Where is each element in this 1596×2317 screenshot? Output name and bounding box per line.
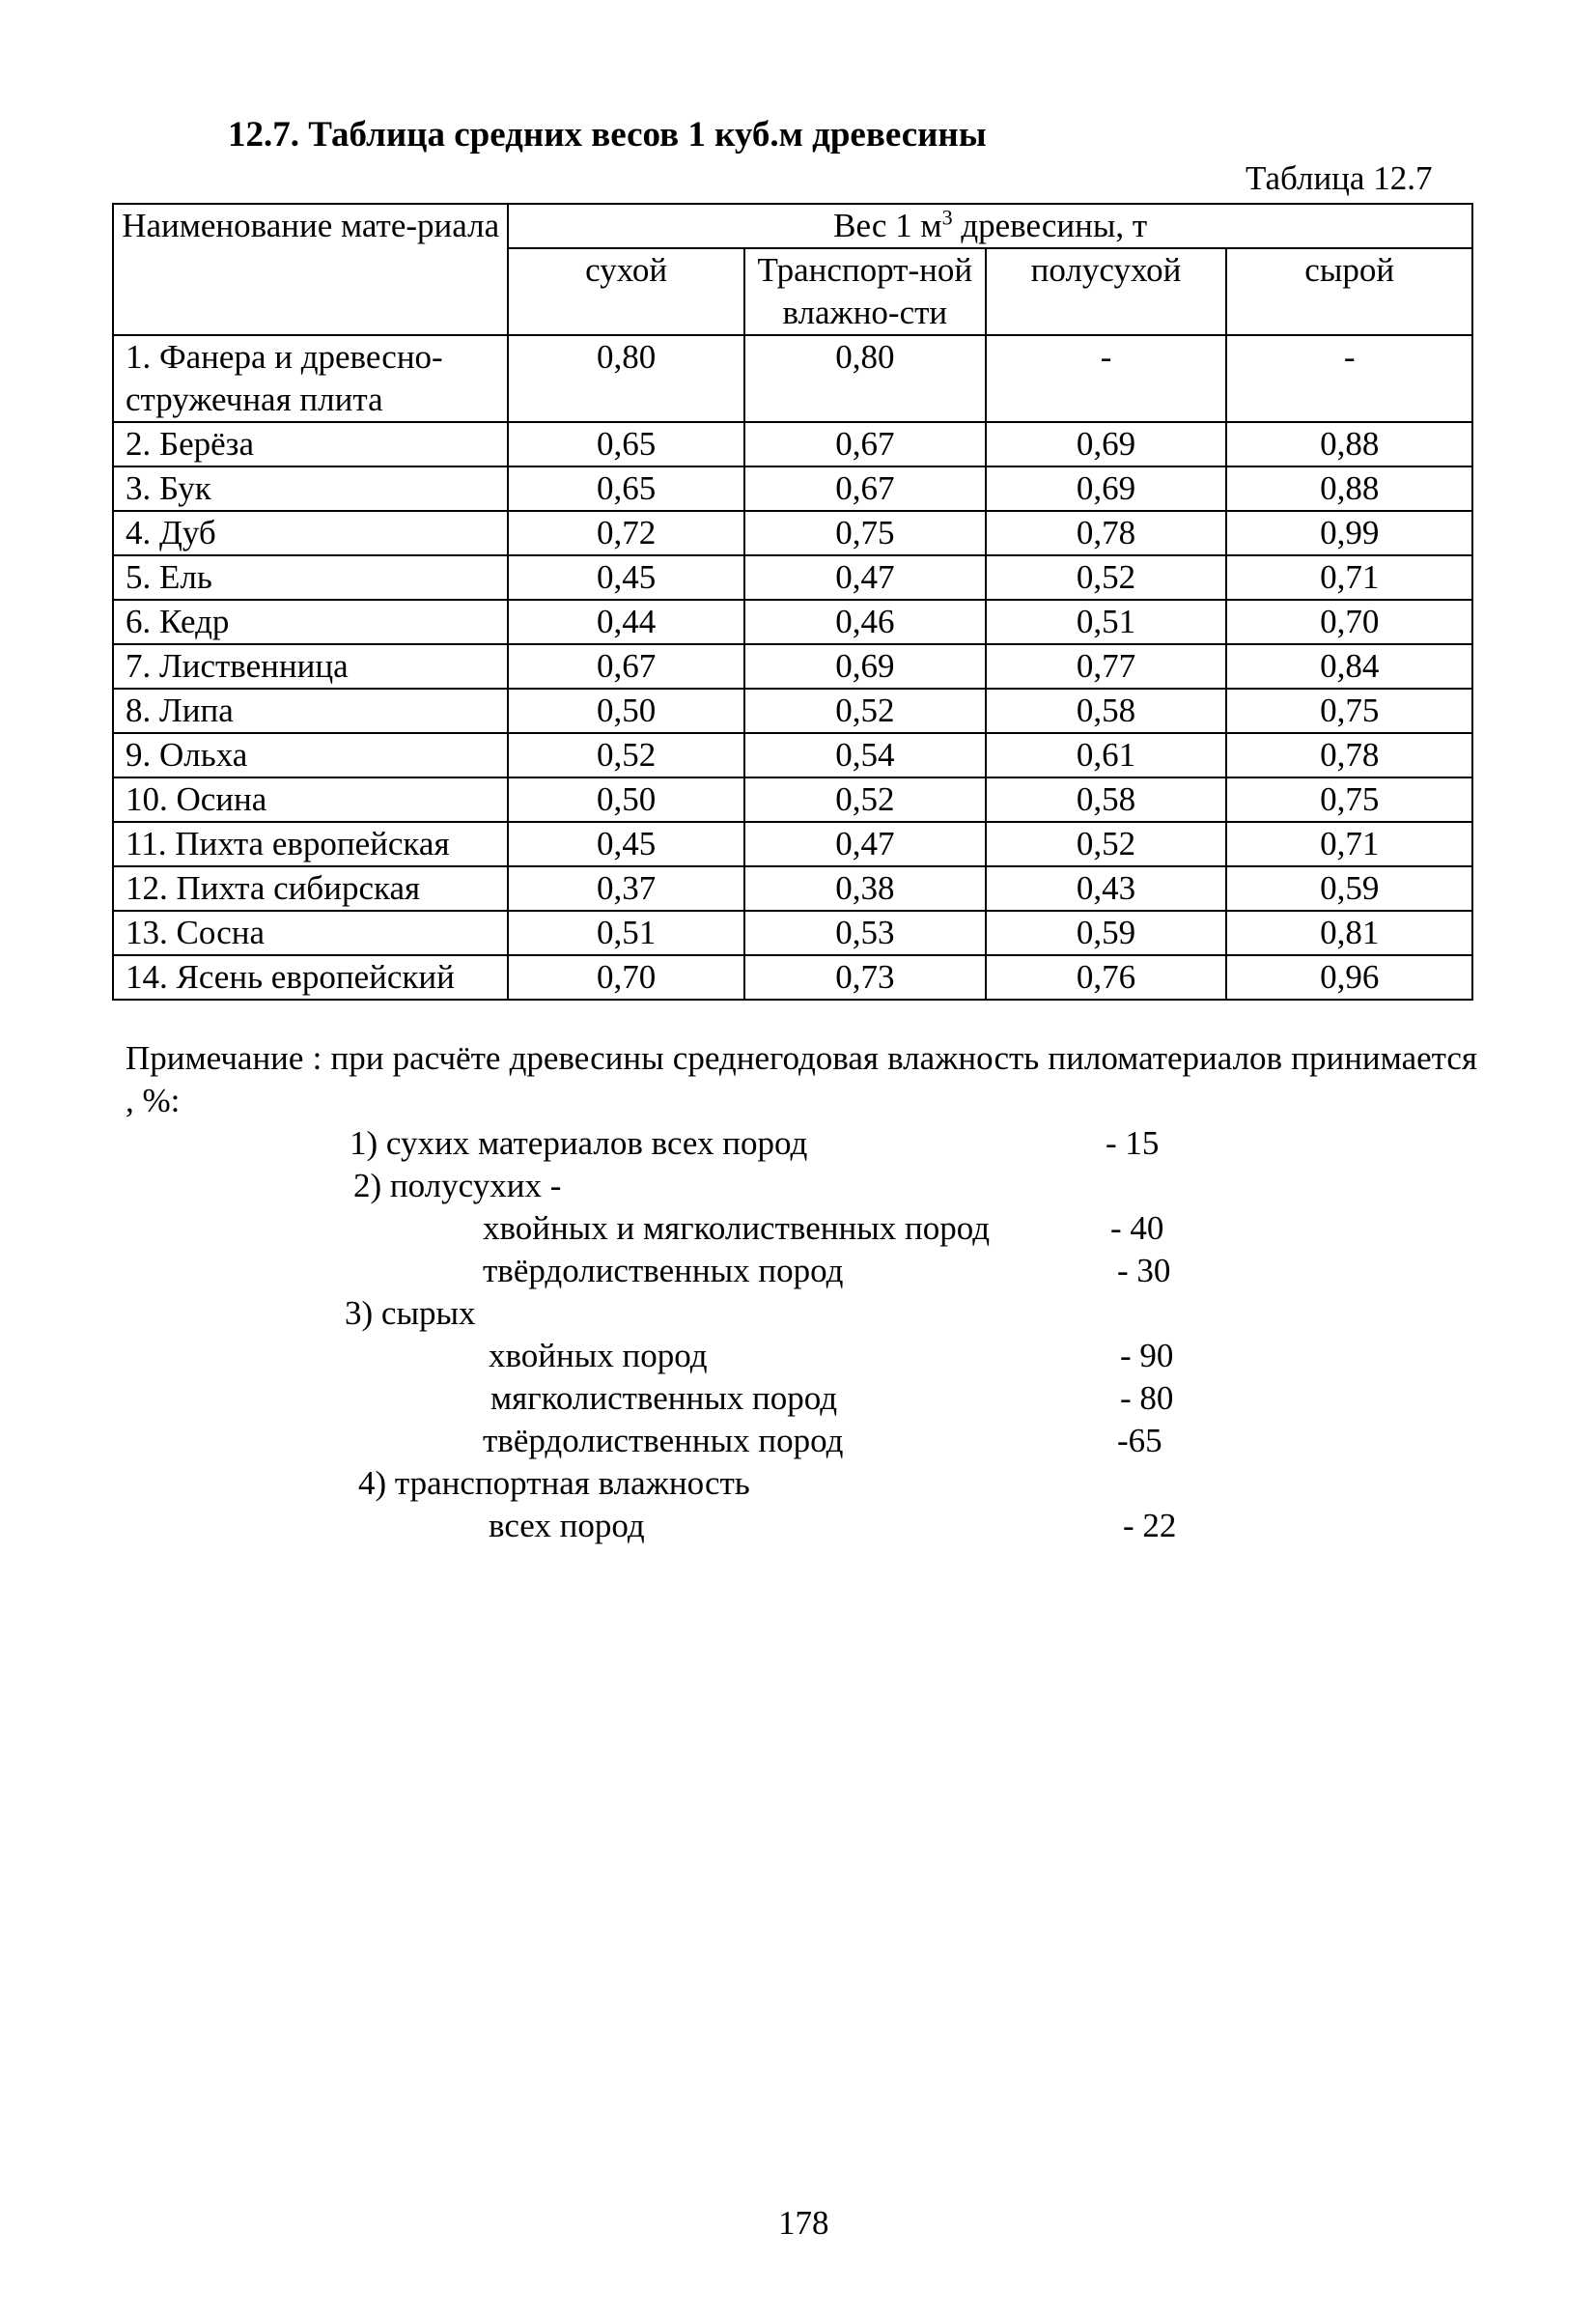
weight-value-cell: 0,61 [986, 733, 1227, 777]
material-name-cell: 3. Бук [113, 466, 508, 511]
weight-value-cell: 0,52 [508, 733, 744, 777]
weight-value-cell: 0,54 [744, 733, 986, 777]
weight-value-cell: 0,58 [986, 689, 1227, 733]
weight-value-cell: 0,52 [744, 777, 986, 822]
weight-value-cell: 0,45 [508, 555, 744, 600]
weight-value-cell: 0,52 [986, 822, 1227, 866]
weight-value-cell: 0,37 [508, 866, 744, 911]
note-item-1-label: 1) сухих материалов всех пород [350, 1124, 808, 1162]
material-name-cell: 5. Ель [113, 555, 508, 600]
material-name-cell: 6. Кедр [113, 600, 508, 644]
table-row [113, 733, 1472, 777]
weight-value-cell: 0,59 [986, 911, 1227, 955]
weight-value-cell: 0,70 [1226, 600, 1472, 644]
table-row [113, 600, 1472, 644]
weight-value-cell: 0,47 [744, 822, 986, 866]
weight-value-cell: 0,75 [1226, 689, 1472, 733]
note-item-4-label: 4) транспортная влажность [358, 1464, 750, 1502]
table-row [113, 511, 1472, 555]
table-row [113, 644, 1472, 689]
weight-value-cell: 0,99 [1226, 511, 1472, 555]
weight-value-cell: 0,59 [1226, 866, 1472, 911]
weight-value-cell: 0,67 [744, 466, 986, 511]
note-item-2a-label: хвойных и мягколиственных пород [483, 1209, 990, 1247]
header-weight-group: Вес 1 $м^3$ древесины, т [508, 204, 1472, 248]
weight-value-cell: 0,45 [508, 822, 744, 866]
material-name-cell: 13. Сосна [113, 911, 508, 955]
weight-value-cell: 0,81 [1226, 911, 1472, 955]
table-row [113, 911, 1472, 955]
header-semi-dry: полусухой [986, 248, 1227, 335]
weight-value-cell: 0,43 [986, 866, 1227, 911]
weight-value-cell: 0,44 [508, 600, 744, 644]
weight-value-cell: 0,72 [508, 511, 744, 555]
material-name-cell: 12. Пихта сибирская [113, 866, 508, 911]
note-item-3c-value: -65 [1117, 1422, 1162, 1459]
weight-value-cell: 0,77 [986, 644, 1227, 689]
note-item-4a-label: всех пород [489, 1507, 645, 1544]
weight-value-cell: 0,67 [744, 422, 986, 466]
material-name-cell: 7. Лиственница [113, 644, 508, 689]
note-item-2-label: 2) полусухих - [353, 1167, 562, 1204]
weight-value-cell: 0,69 [986, 466, 1227, 511]
weight-value-cell: 0,78 [986, 511, 1227, 555]
weight-value-cell: 0,96 [1226, 955, 1472, 1000]
weight-value-cell: 0,67 [508, 644, 744, 689]
note-item-1-value: - 15 [1106, 1124, 1160, 1162]
weight-value-cell: 0,80 [744, 335, 986, 422]
weight-value-cell: 0,50 [508, 777, 744, 822]
material-name-cell: 4. Дуб [113, 511, 508, 555]
note-item-3-label: 3) сырых [345, 1294, 476, 1332]
material-name-cell: 2. Берёза [113, 422, 508, 466]
weight-value-cell: 0,76 [986, 955, 1227, 1000]
weight-value-cell: 0,47 [744, 555, 986, 600]
weight-value-cell: 0,88 [1226, 466, 1472, 511]
table-row [113, 822, 1472, 866]
note-item-3c-label: твёрдолиственных пород [483, 1422, 844, 1459]
weight-value-cell: 0,38 [744, 866, 986, 911]
material-name-cell: 1. Фанера и древесно-стружечная плита [113, 335, 508, 422]
header-raw: сырой [1226, 248, 1472, 335]
table-row [113, 422, 1472, 466]
note-item-3a-label: хвойных пород [489, 1337, 708, 1374]
table-row [113, 866, 1472, 911]
header-dry: сухой [508, 248, 744, 335]
table-label: Таблица 12.7 [1246, 159, 1433, 197]
weight-value-cell: 0,65 [508, 466, 744, 511]
weight-value-cell: 0,46 [744, 600, 986, 644]
weight-value-cell: 0,65 [508, 422, 744, 466]
header-material-name: Наименование мате-риала [113, 204, 508, 335]
material-name-cell: 9. Ольха [113, 733, 508, 777]
weight-value-cell: 0,51 [508, 911, 744, 955]
weight-value-cell: - [1226, 335, 1472, 422]
table-row [113, 777, 1472, 822]
material-name-cell: 11. Пихта европейская [113, 822, 508, 866]
material-name-cell: 10. Осина [113, 777, 508, 822]
page-number: 178 [778, 2204, 829, 2242]
weight-value-cell: 0,69 [986, 422, 1227, 466]
table-row [113, 689, 1472, 733]
note-item-3b-label: мягколиственных пород [490, 1379, 838, 1417]
weight-value-cell: 0,51 [986, 600, 1227, 644]
note-item-2b-value: - 30 [1117, 1252, 1171, 1289]
section-heading: 12.7. Таблица средних весов 1 куб.м древесины [228, 115, 987, 155]
wood-weight-table [112, 203, 1473, 1001]
weight-value-cell: 0,71 [1226, 555, 1472, 600]
weight-value-cell: 0,58 [986, 777, 1227, 822]
weight-value-cell: 0,75 [1226, 777, 1472, 822]
note-item-2a-value: - 40 [1110, 1209, 1164, 1247]
weight-value-cell: 0,71 [1226, 822, 1472, 866]
weight-value-cell: 0,73 [744, 955, 986, 1000]
weight-value-cell: 0,84 [1226, 644, 1472, 689]
table-row [113, 955, 1472, 1000]
table-row [113, 335, 1472, 422]
note-item-4a-value: - 22 [1123, 1507, 1177, 1544]
weight-value-cell: 0,52 [986, 555, 1227, 600]
weight-value-cell: 0,78 [1226, 733, 1472, 777]
weight-value-cell: - [986, 335, 1227, 422]
note-intro: Примечание : при расчёте древесины среднегодовая влажность пиломатериалов принимается , %: [126, 1039, 1477, 1119]
note-item-3a-value: - 90 [1120, 1337, 1174, 1374]
material-name-cell: 14. Ясень европейский [113, 955, 508, 1000]
note-item-2b-label: твёрдолиственных пород [483, 1252, 844, 1289]
weight-value-cell: 0,80 [508, 335, 744, 422]
table-body [113, 335, 1472, 1000]
weight-value-cell: 0,50 [508, 689, 744, 733]
weight-value-cell: 0,69 [744, 644, 986, 689]
weight-value-cell: 0,53 [744, 911, 986, 955]
note-item-3b-value: - 80 [1120, 1379, 1174, 1417]
header-transport-moisture: Транспорт-ной влажно-сти [744, 248, 986, 335]
weight-value-cell: 0,70 [508, 955, 744, 1000]
weight-value-cell: 0,88 [1226, 422, 1472, 466]
table-row [113, 466, 1472, 511]
material-name-cell: 8. Липа [113, 689, 508, 733]
table-row [113, 555, 1472, 600]
weight-value-cell: 0,75 [744, 511, 986, 555]
weight-value-cell: 0,52 [744, 689, 986, 733]
